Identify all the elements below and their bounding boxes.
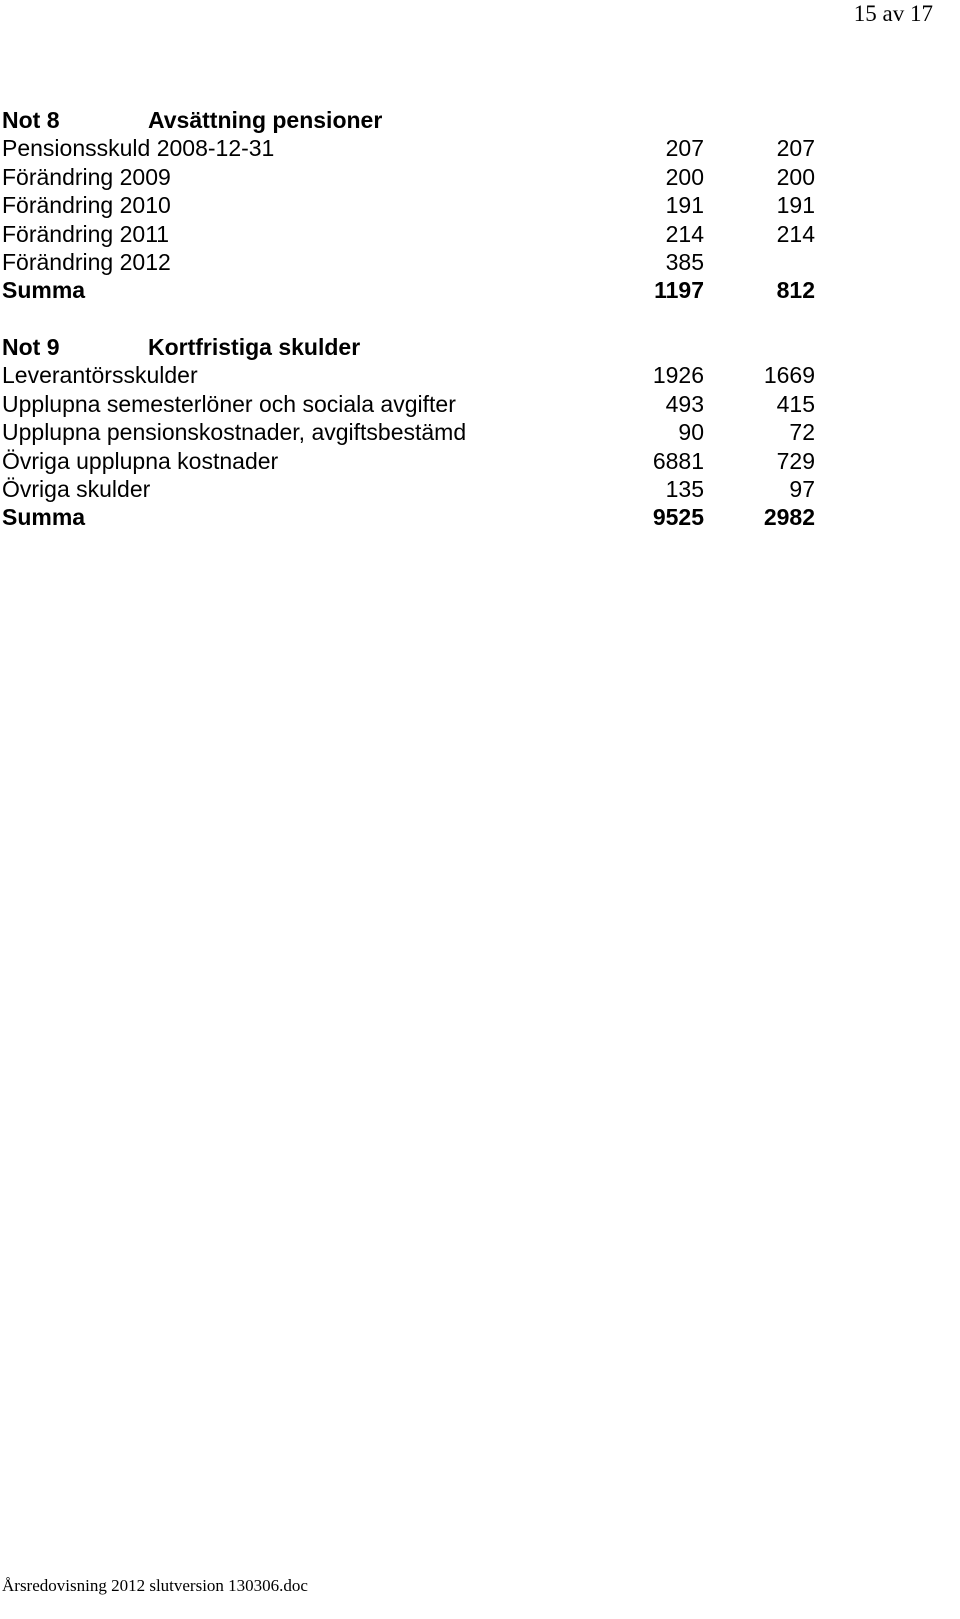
table-row	[2, 220, 842, 248]
row-label: Förändring 2009	[2, 163, 171, 190]
table-row	[2, 163, 842, 191]
total-row	[2, 503, 842, 531]
row-label: Förändring 2011	[2, 220, 170, 247]
note-number: Not 9	[2, 334, 60, 360]
table-row	[2, 134, 842, 162]
note-8-section	[2, 106, 842, 305]
table-row	[2, 447, 842, 475]
table-row	[2, 418, 842, 446]
row-value-previous: 729	[776, 447, 815, 474]
total-value-current: 1197	[654, 277, 704, 304]
row-value-current: 135	[665, 475, 704, 502]
total-label: Summa	[2, 504, 86, 531]
row-label: Förändring 2010	[2, 192, 171, 219]
row-value-previous: 72	[789, 419, 815, 446]
row-value-current: 6881	[652, 447, 704, 474]
row-label: Övriga skulder	[2, 475, 151, 502]
total-label: Summa	[2, 277, 86, 304]
row-value-current: 207	[665, 135, 704, 162]
row-value-current: 191	[665, 192, 704, 219]
row-value-current: 1926	[652, 362, 704, 389]
note-title: Avsättning pensioner	[148, 107, 383, 133]
note-heading	[2, 333, 842, 361]
row-label: Upplupna pensionskostnader, avgiftsbestämd	[2, 419, 467, 446]
total-row	[2, 276, 842, 304]
row-value-current: 200	[665, 163, 704, 190]
row-value-current: 90	[678, 419, 704, 446]
row-value-previous: 200	[776, 163, 815, 190]
table-row	[2, 390, 842, 418]
row-value-previous: 207	[776, 135, 815, 162]
row-value-previous: 191	[776, 192, 815, 219]
page-number: 15 av 17	[853, 1, 933, 26]
note-title: Kortfristiga skulder	[148, 334, 361, 360]
row-value-previous: 214	[776, 220, 815, 247]
row-label: Leverantörsskulder	[2, 362, 198, 389]
table-row	[2, 475, 842, 503]
table-row	[2, 248, 842, 276]
row-value-previous: 1669	[763, 362, 815, 389]
total-value-current: 9525	[652, 504, 704, 531]
table-row	[2, 361, 842, 389]
row-value-current: 493	[665, 390, 704, 417]
table-row	[2, 191, 842, 219]
row-label: Förändring 2012	[2, 248, 171, 275]
row-value-current: 214	[665, 220, 704, 247]
note-9-section	[2, 333, 842, 532]
row-label: Övriga upplupna kostnader	[2, 447, 279, 474]
row-label: Upplupna semesterlöner och sociala avgifter	[2, 390, 456, 417]
row-value-current: 385	[665, 248, 704, 275]
row-value-previous: 415	[776, 390, 815, 417]
document-filename-footer: Årsredovisning 2012 slutversion 130306.doc	[2, 1576, 308, 1595]
note-number: Not 8	[2, 107, 60, 133]
total-value-previous: 812	[776, 277, 815, 304]
total-value-previous: 2982	[763, 504, 815, 531]
row-label: Pensionsskuld 2008-12-31	[2, 135, 275, 162]
note-heading	[2, 106, 842, 134]
row-value-previous: 97	[789, 475, 815, 502]
